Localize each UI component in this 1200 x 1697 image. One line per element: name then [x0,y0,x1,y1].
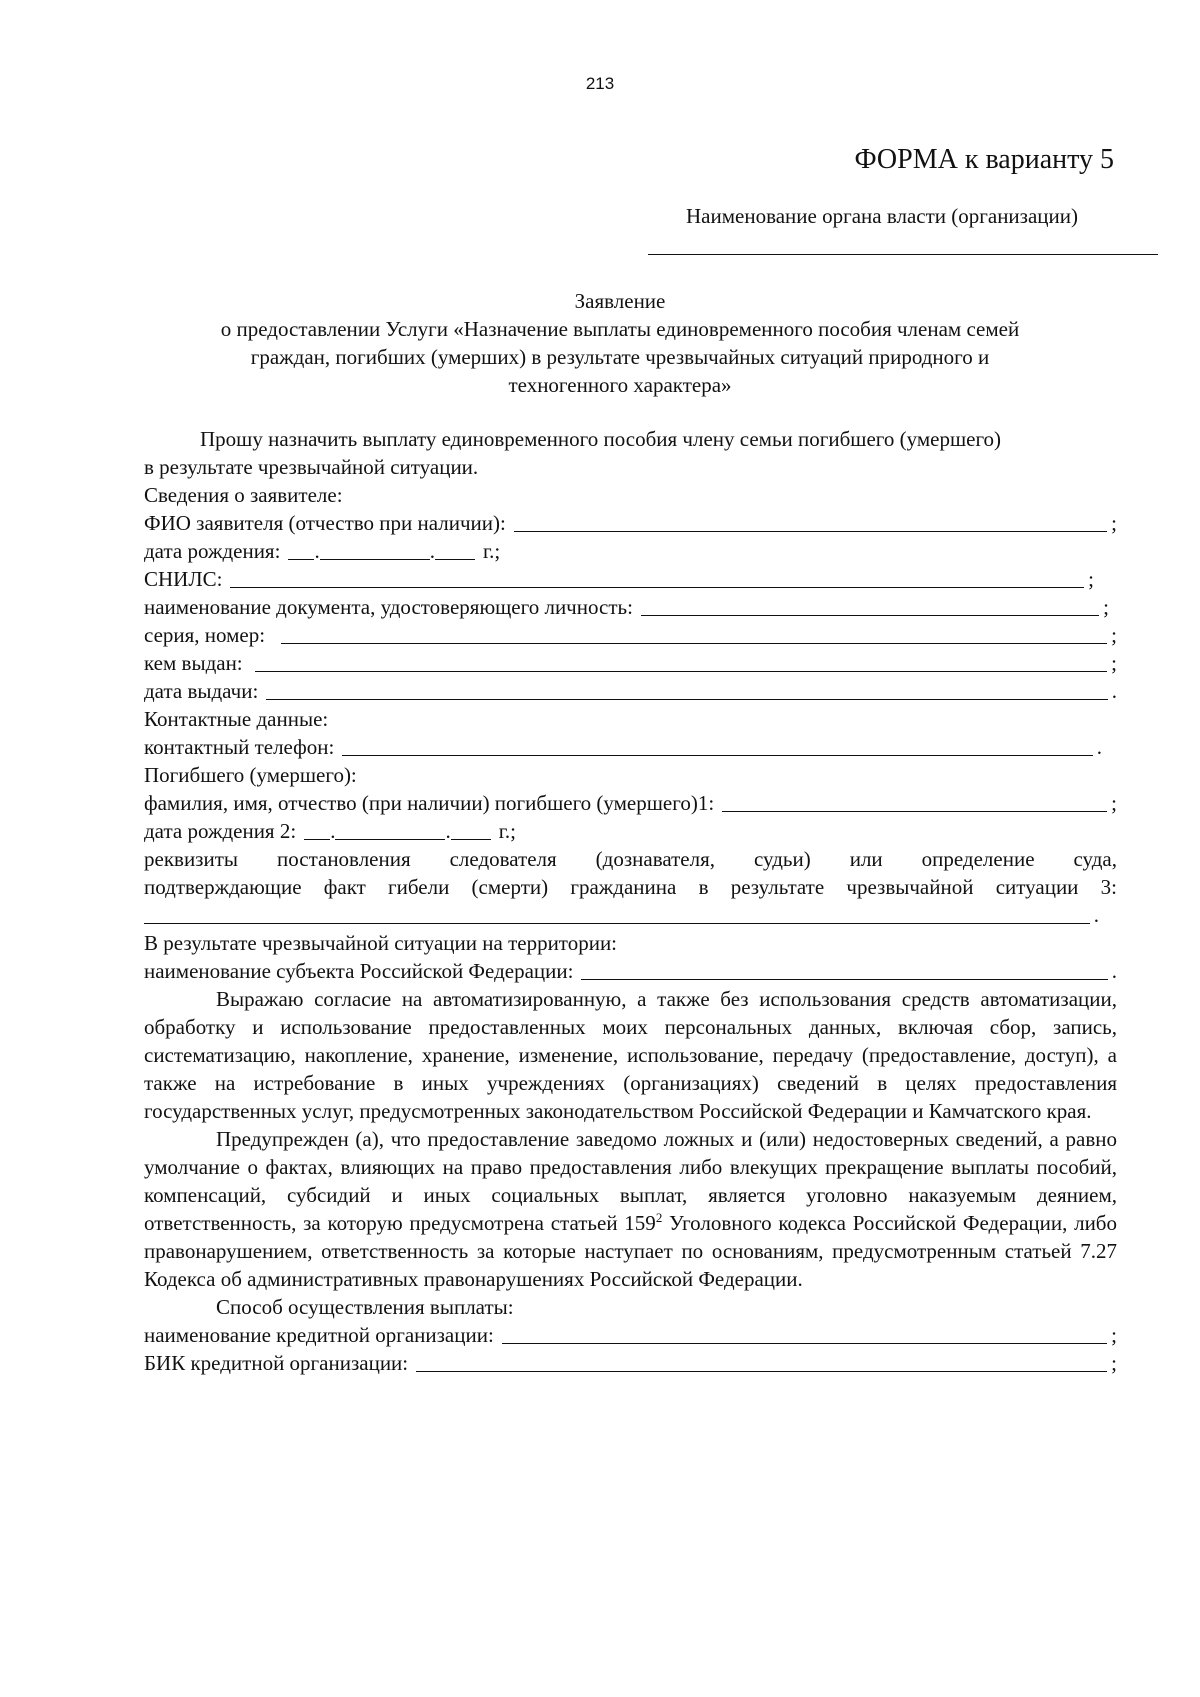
applicant-doc-label: наименование документа, удостоверяющего личность: [144,595,633,619]
consent-paragraph: Выражаю согласие на автоматизированную, а также без использования средств автоматизации, обработку и использование предоставленных моих персональных данных, включая сбор, запись, систематизацию, накопление, хранение, изменение, использование, передачу (предоставление, доступ), а также на истребование в иных учреждениях (организациях) сведений в целях предоставления государственных услуг, предусмотренных законодательством Российской Федерации и Камчатского края. [144,987,1117,1123]
applicant-section-title: Сведения о заявителе: [144,483,343,507]
warning-text: Предупрежден (а), что предоставление заведомо ложных и (или) недостоверных сведений, а равно умолчание о фактах, влияющих на право предоставления либо влекущих прекращение выплаты пособий, компенсаций, субсидий и иных социальных выплат, является уголовно наказуемым деянием, ответственность, за которую предусмотрена статьей 159 [144,1127,1117,1235]
applicant-birth-month-field[interactable] [320,539,430,560]
row-end-punct: ; [1111,791,1117,815]
territory-subject-row [144,957,1117,985]
form-title: ФОРМА к варианту 5 [854,144,1114,175]
deceased-birth-row [144,817,1117,845]
row-end-punct: . [1096,735,1102,759]
payment-section-title: Способ осуществления выплаты: [216,1295,514,1319]
row-end-punct: ; [1111,651,1117,675]
applicant-birth-year-field[interactable] [435,539,475,560]
deceased-birth-month-field[interactable] [335,819,445,840]
applicant-series-row [144,621,1117,649]
applicant-birth-row [144,537,1117,565]
territory-line: В результате чрезвычайной ситуации на территории: [144,931,618,955]
row-end-punct: ; [1103,595,1109,619]
applicant-issue-date-field[interactable] [266,679,1107,700]
deceased-requisites-line: реквизиты постановления следователя (дознавателя, судьи) или определение суда, [144,847,1117,871]
contacts-section-title: Контактные данные: [144,707,329,731]
deceased-requisites-field[interactable] [144,903,1090,924]
heading-line: граждан, погибших (умерших) в результате чрезвычайных ситуаций природного и [250,345,990,369]
row-end-punct: . [1093,903,1099,927]
deceased-birth-year-field[interactable] [451,819,491,840]
deceased-fio-label: фамилия, имя, отчество (при наличии) погибшего (умершего)1: [144,791,715,815]
applicant-fio-field[interactable] [514,511,1107,532]
payment-bik-label: БИК кредитной организации: [144,1351,409,1375]
application-body [144,425,1117,1377]
row-end-punct: ; [1111,1351,1117,1375]
org-label: Наименование органа власти (организации) [686,204,1078,228]
contact-phone-label: контактный телефон: [144,735,335,759]
territory-subject-field[interactable] [581,959,1107,980]
applicant-series-field[interactable] [281,623,1107,644]
date-separator: . [330,819,336,843]
row-end-punct: . [1111,959,1117,983]
application-heading [140,287,1100,399]
applicant-doc-field[interactable] [641,595,1099,616]
year-suffix: г.; [482,539,501,563]
applicant-fio-row [144,509,1117,537]
date-separator: . [445,819,451,843]
deceased-requisites-line: подтверждающие факт гибели (смерти) гражданина в результате чрезвычайной ситуации 3: [144,875,1117,899]
warning-superscript: 2 [655,1210,663,1225]
payment-bik-field[interactable] [416,1351,1107,1372]
applicant-issued-label: кем выдан: [144,651,243,675]
row-end-punct: ; [1111,623,1117,647]
deceased-requisites-row [144,845,1117,873]
deceased-requisites-field-row [144,901,1099,929]
warning-paragraph [144,1125,1117,1293]
heading-line: о предоставлении Услуги «Назначение выплаты единовременного пособия членам семей [220,317,1020,341]
applicant-issued-field[interactable] [255,651,1108,672]
org-name-field[interactable] [648,254,1158,255]
applicant-birth-day-field[interactable] [288,539,314,560]
applicant-birth-label: дата рождения: [144,539,281,563]
applicant-fio-label: ФИО заявителя (отчество при наличии): [144,511,506,535]
payment-bik-row [144,1349,1117,1377]
applicant-doc-row [144,593,1109,621]
applicant-issue-date-label: дата выдачи: [144,679,259,703]
contact-phone-row [144,733,1102,761]
deceased-birth-label: дата рождения 2: [144,819,297,843]
row-end-punct: ; [1111,1323,1117,1347]
deceased-birth-day-field[interactable] [304,819,330,840]
deceased-requisites-row [144,873,1117,901]
row-end-punct: ; [1088,567,1094,591]
applicant-issue-date-row [144,677,1117,705]
date-separator: . [429,539,435,563]
applicant-snils-label: СНИЛС: [144,567,223,591]
page-number: 213 [585,74,615,93]
row-end-punct: . [1111,679,1117,703]
applicant-series-label: серия, номер: [144,623,266,647]
applicant-snils-row [144,565,1094,593]
heading-line: техногенного характера» [508,373,732,397]
heading-title: Заявление [574,289,666,313]
payment-bank-field[interactable] [502,1323,1107,1344]
date-separator: . [314,539,320,563]
deceased-fio-field[interactable] [722,791,1107,812]
deceased-fio-row [144,789,1117,817]
deceased-section-title: Погибшего (умершего): [144,763,357,787]
payment-bank-row [144,1321,1117,1349]
applicant-snils-field[interactable] [230,567,1084,588]
row-end-punct: ; [1111,511,1117,535]
territory-subject-label: наименование субъекта Российской Федерации: [144,959,574,983]
warning-text: Уголовного кодекса Российской Федерации, либо правонарушением, ответственность за которые наступает по основаниям, предусмотренным статьей 7.27 Кодекса об административных правонарушениях Российской Федерации. [144,1211,1117,1291]
request-line: в результате чрезвычайной ситуации. [144,455,479,479]
year-suffix: г.; [498,819,517,843]
applicant-issued-row [144,649,1117,677]
request-line: Прошу назначить выплату единовременного пособия члену семьи погибшего (умершего) [200,427,1002,451]
contact-phone-field[interactable] [342,735,1092,756]
payment-bank-label: наименование кредитной организации: [144,1323,494,1347]
